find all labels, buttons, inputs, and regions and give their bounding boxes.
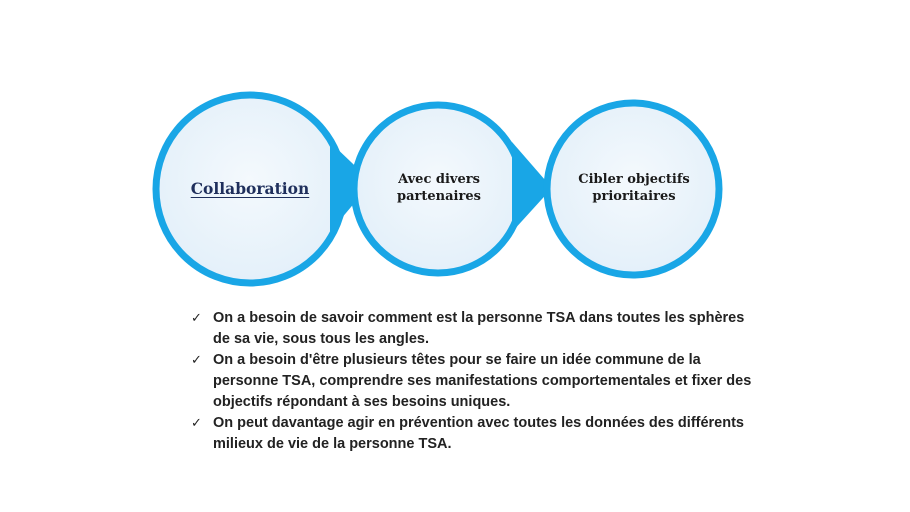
- bullet-text: On a besoin d'être plusieurs têtes pour se faire un idée commune de la personne TSA, comprendre ses manifestations comportementales et fixer des objectifs répondant à ses besoins uniques.: [213, 352, 752, 410]
- list-item: [188, 350, 758, 413]
- list-item: [188, 308, 758, 350]
- check-icon: ✓: [191, 416, 202, 431]
- node-label-collaboration: Collaboration: [190, 178, 310, 198]
- check-icon: ✓: [191, 353, 202, 368]
- bullet-list: [188, 308, 758, 455]
- check-icon: ✓: [191, 311, 202, 326]
- bullet-text: On a besoin de savoir comment est la personne TSA dans toutes les sphères de sa vie, sous tous les angles.: [213, 310, 745, 347]
- bullet-text: On peut davantage agir en prévention avec toutes les données des différents milieux de vie de la personne TSA.: [213, 415, 744, 452]
- node-label-objectifs: Cibler objectifs prioritaires: [578, 172, 690, 204]
- list-item: [188, 413, 758, 455]
- node-label-partenaires: Avec divers partenaires: [397, 172, 481, 204]
